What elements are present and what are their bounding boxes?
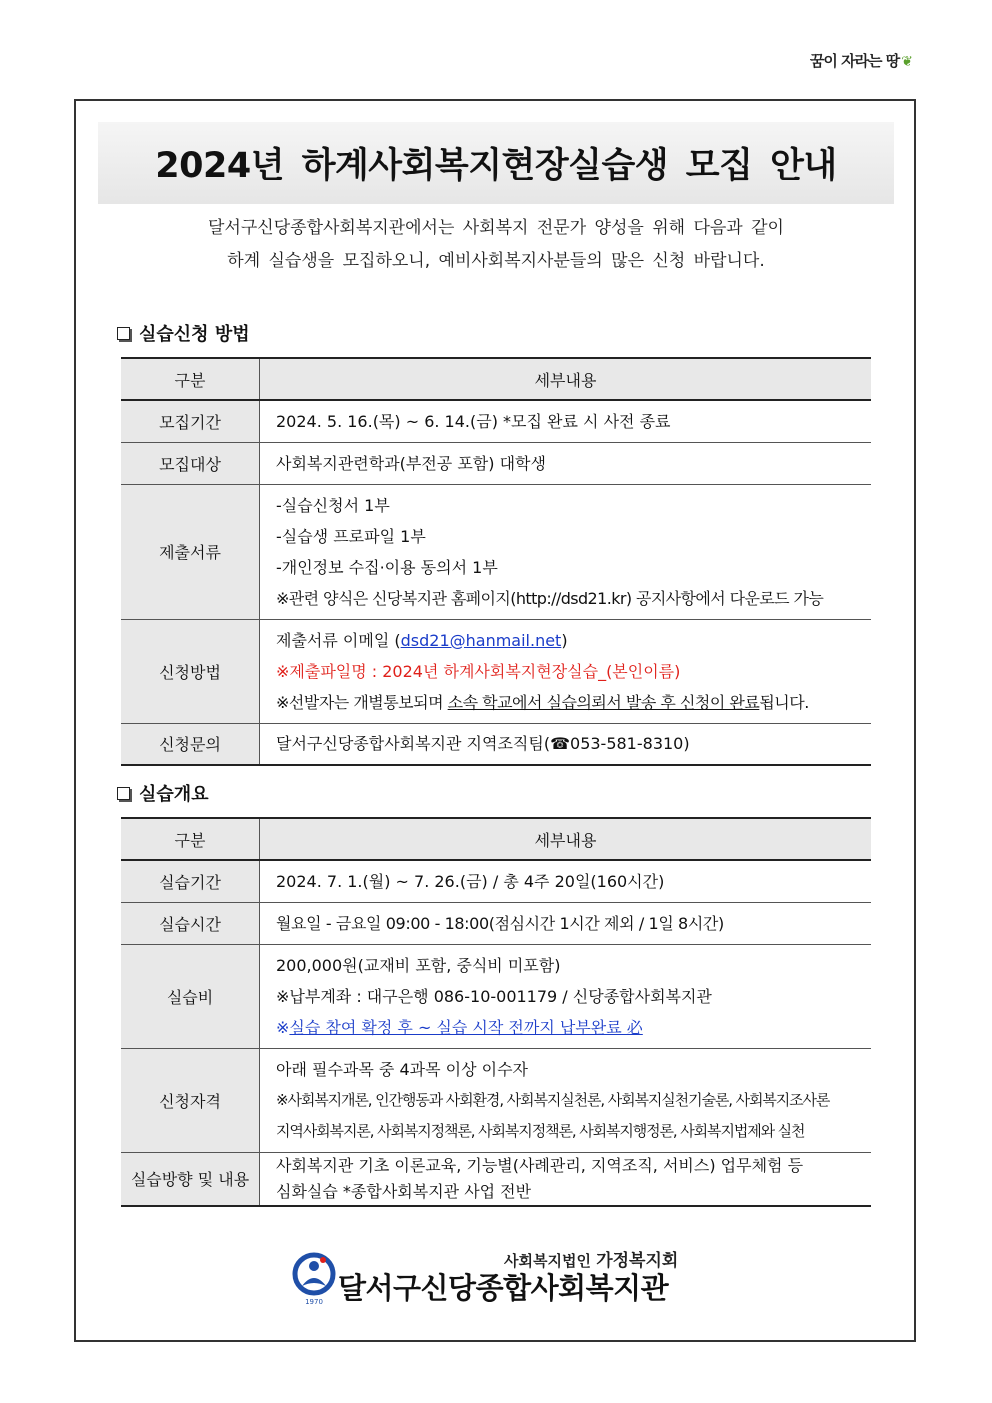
row-detail: 달서구신당종합사회복지관 지역조직팀(☎053-581-8310) [260,723,872,765]
overview-table [121,817,871,1207]
table-row [121,860,871,902]
table-row [121,400,871,442]
row-detail: 사회복지관련학과(부전공 포함) 대학생 [260,442,872,484]
row-label: 신청문의 [121,723,260,765]
organization-name: 달서구신당종합사회복지관 [338,1271,669,1305]
slogan-logo: 꿈이 자라는 땅 ❦ [809,52,912,70]
parent-organization: 사회복지법인 가정복지회 [504,1251,679,1271]
row-label: 신청자격 [121,1048,260,1152]
table-header-row [121,818,871,860]
row-detail: 200,000원(교재비 포함, 중식비 미포함) ※납부계좌 : 대구은행 086-10-001179 / 신당종합사회복지관 ※실습 참여 확정 후 ~ 실습 시작 전까지 납부완료 必 [260,944,872,1048]
section-heading-overview: 실습개요 [117,780,209,806]
table-header-row [121,358,871,400]
column-header-detail: 세부내용 [260,818,872,860]
table-row [121,442,871,484]
row-detail: 제출서류 이메일 (dsd21@hanmail.net) ※제출파일명 : 2024년 하계사회복지현장실습_(본인이름) ※선발자는 개별통보되며 소속 학교에서 실습의뢰서 발송 후 신청이 완료됩니다. [260,619,872,723]
row-label: 제출서류 [121,484,260,619]
intro-line: 하계 실습생을 모집하오니, 예비사회복지사분들의 많은 신청 바랍니다. [227,251,765,271]
row-label: 실습비 [121,944,260,1048]
checkbox-square-icon [117,787,130,800]
table-row [121,902,871,944]
checkbox-square-icon [117,327,130,340]
row-label: 실습방향 및 내용 [121,1152,260,1206]
intro-line: 달서구신당종합사회복지관에서는 사회복지 전문가 양성을 위해 다음과 같이 [208,218,784,238]
emblem-year: 1970 [305,1298,323,1306]
row-label: 모집기간 [121,400,260,442]
column-header-category: 구분 [121,358,260,400]
row-detail: 월요일 - 금요일 09:00 - 18:00(점심시간 1시간 제외 / 1일 8시간) [260,902,872,944]
application-table [121,357,871,766]
email-link[interactable]: dsd21@hanmail.net [400,630,562,650]
table-row [121,944,871,1048]
table-row [121,723,871,765]
row-detail: -실습신청서 1부 -실습생 프로파일 1부 -개인정보 수집·이용 동의서 1부 ※관련 양식은 신당복지관 홈페이지(http://dsd21.kr) 공지사항에서 다운로드 가능 [260,484,872,619]
row-label: 모집대상 [121,442,260,484]
row-detail: 2024. 7. 1.(월) ~ 7. 26.(금) / 총 4주 20일(160시간) [260,860,872,902]
table-row [121,1152,871,1206]
row-label: 신청방법 [121,619,260,723]
section-heading-application: 실습신청 방법 [117,320,250,346]
table-row [121,1048,871,1152]
row-detail: 사회복지관 기초 이론교육, 기능별(사례관리, 지역조직, 서비스) 업무체험 등 심화실습 *종합사회복지관 사업 전반 [260,1152,872,1206]
title-banner [98,122,894,204]
payment-deadline-note: ※실습 참여 확정 후 ~ 실습 시작 전까지 납부완료 必 [276,1017,643,1037]
column-header-detail: 세부내용 [260,358,872,400]
column-header-category: 구분 [121,818,260,860]
leaf-icon: ❦ [901,54,912,70]
selection-notice: ※선발자는 개별통보되며 소속 학교에서 실습의뢰서 발송 후 신청이 완료됩니다. [276,692,809,712]
page-title: 2024년 하계사회복지현장실습생 모집 안내 [155,146,837,186]
row-label: 실습기간 [121,860,260,902]
row-detail: 2024. 5. 16.(목) ~ 6. 14.(금) *모집 완료 시 사전 종료 [260,400,872,442]
table-row [121,619,871,723]
row-detail: 아래 필수과목 중 4과목 이상 이수자 ※사회복지개론, 인간행동과 사회환경, 사회복지실천론, 사회복지실천기술론, 사회복지조사론 지역사회복지론, 사회복지정책론, 사회복지정책론, 사회복지행정론, 사회복지법제와 실천 [260,1048,872,1152]
table-row [121,484,871,619]
row-label: 실습시간 [121,902,260,944]
filename-note: ※제출파일명 : 2024년 하계사회복지현장실습_(본인이름) [276,661,681,681]
organization-logo [292,1246,712,1306]
intro-text [98,212,894,278]
welfare-emblem-icon [292,1252,336,1306]
